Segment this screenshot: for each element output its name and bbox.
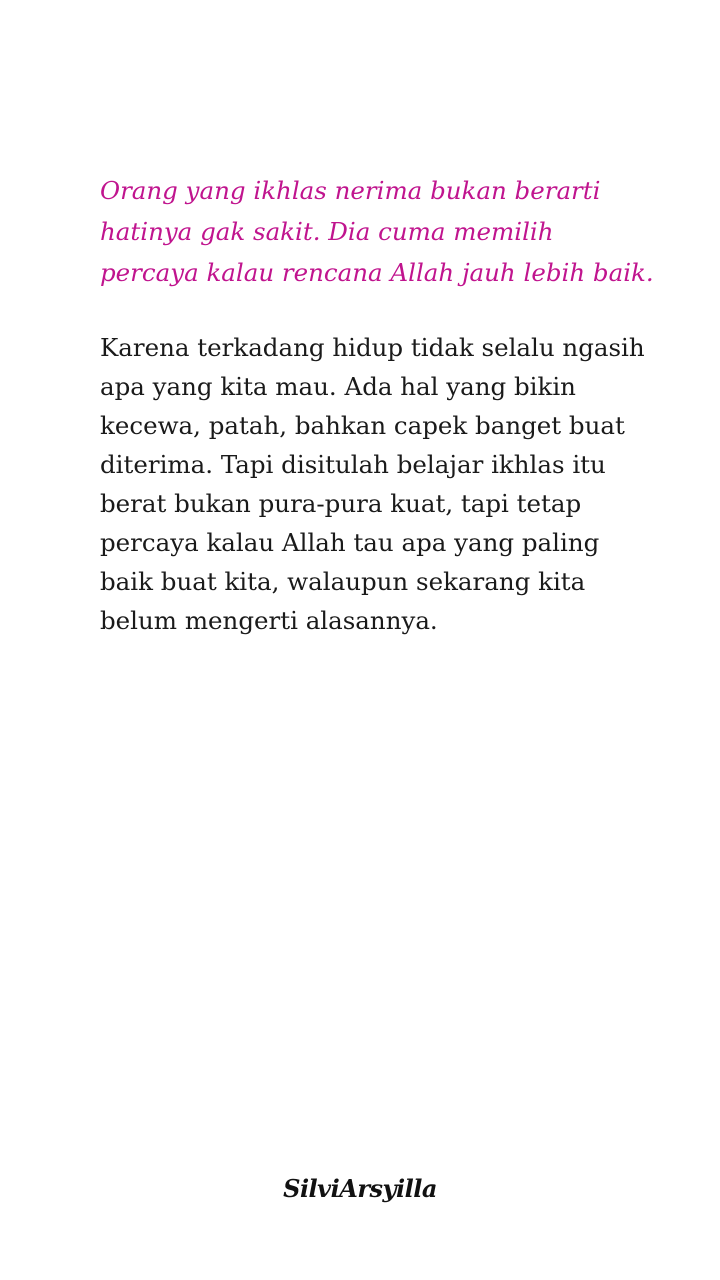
quote-line: hatinya gak sakit. Dia cuma memilih	[100, 217, 554, 246]
body-line: baik buat kita, walaupun sekarang kita	[100, 567, 586, 596]
quote-text	[100, 170, 660, 293]
body-line: berat bukan pura-pura kuat, tapi tetap	[100, 489, 582, 518]
body-line: apa yang kita mau. Ada hal yang bikin	[100, 372, 576, 401]
body-line: belum mengerti alasannya.	[100, 606, 438, 635]
body-line: percaya kalau Allah tau apa yang paling	[100, 528, 600, 557]
author-signature: SilviArsyilla	[283, 1174, 437, 1203]
body-line: kecewa, patah, bahkan capek banget buat	[100, 411, 625, 440]
body-paragraph	[100, 328, 660, 640]
quote-line: percaya kalau rencana Allah jauh lebih baik.	[100, 258, 654, 287]
body-line: diterima. Tapi disitulah belajar ikhlas itu	[100, 450, 606, 479]
body-line: Karena terkadang hidup tidak selalu ngasih	[100, 333, 645, 362]
quote-line: Orang yang ikhlas nerima bukan berarti	[100, 176, 601, 205]
